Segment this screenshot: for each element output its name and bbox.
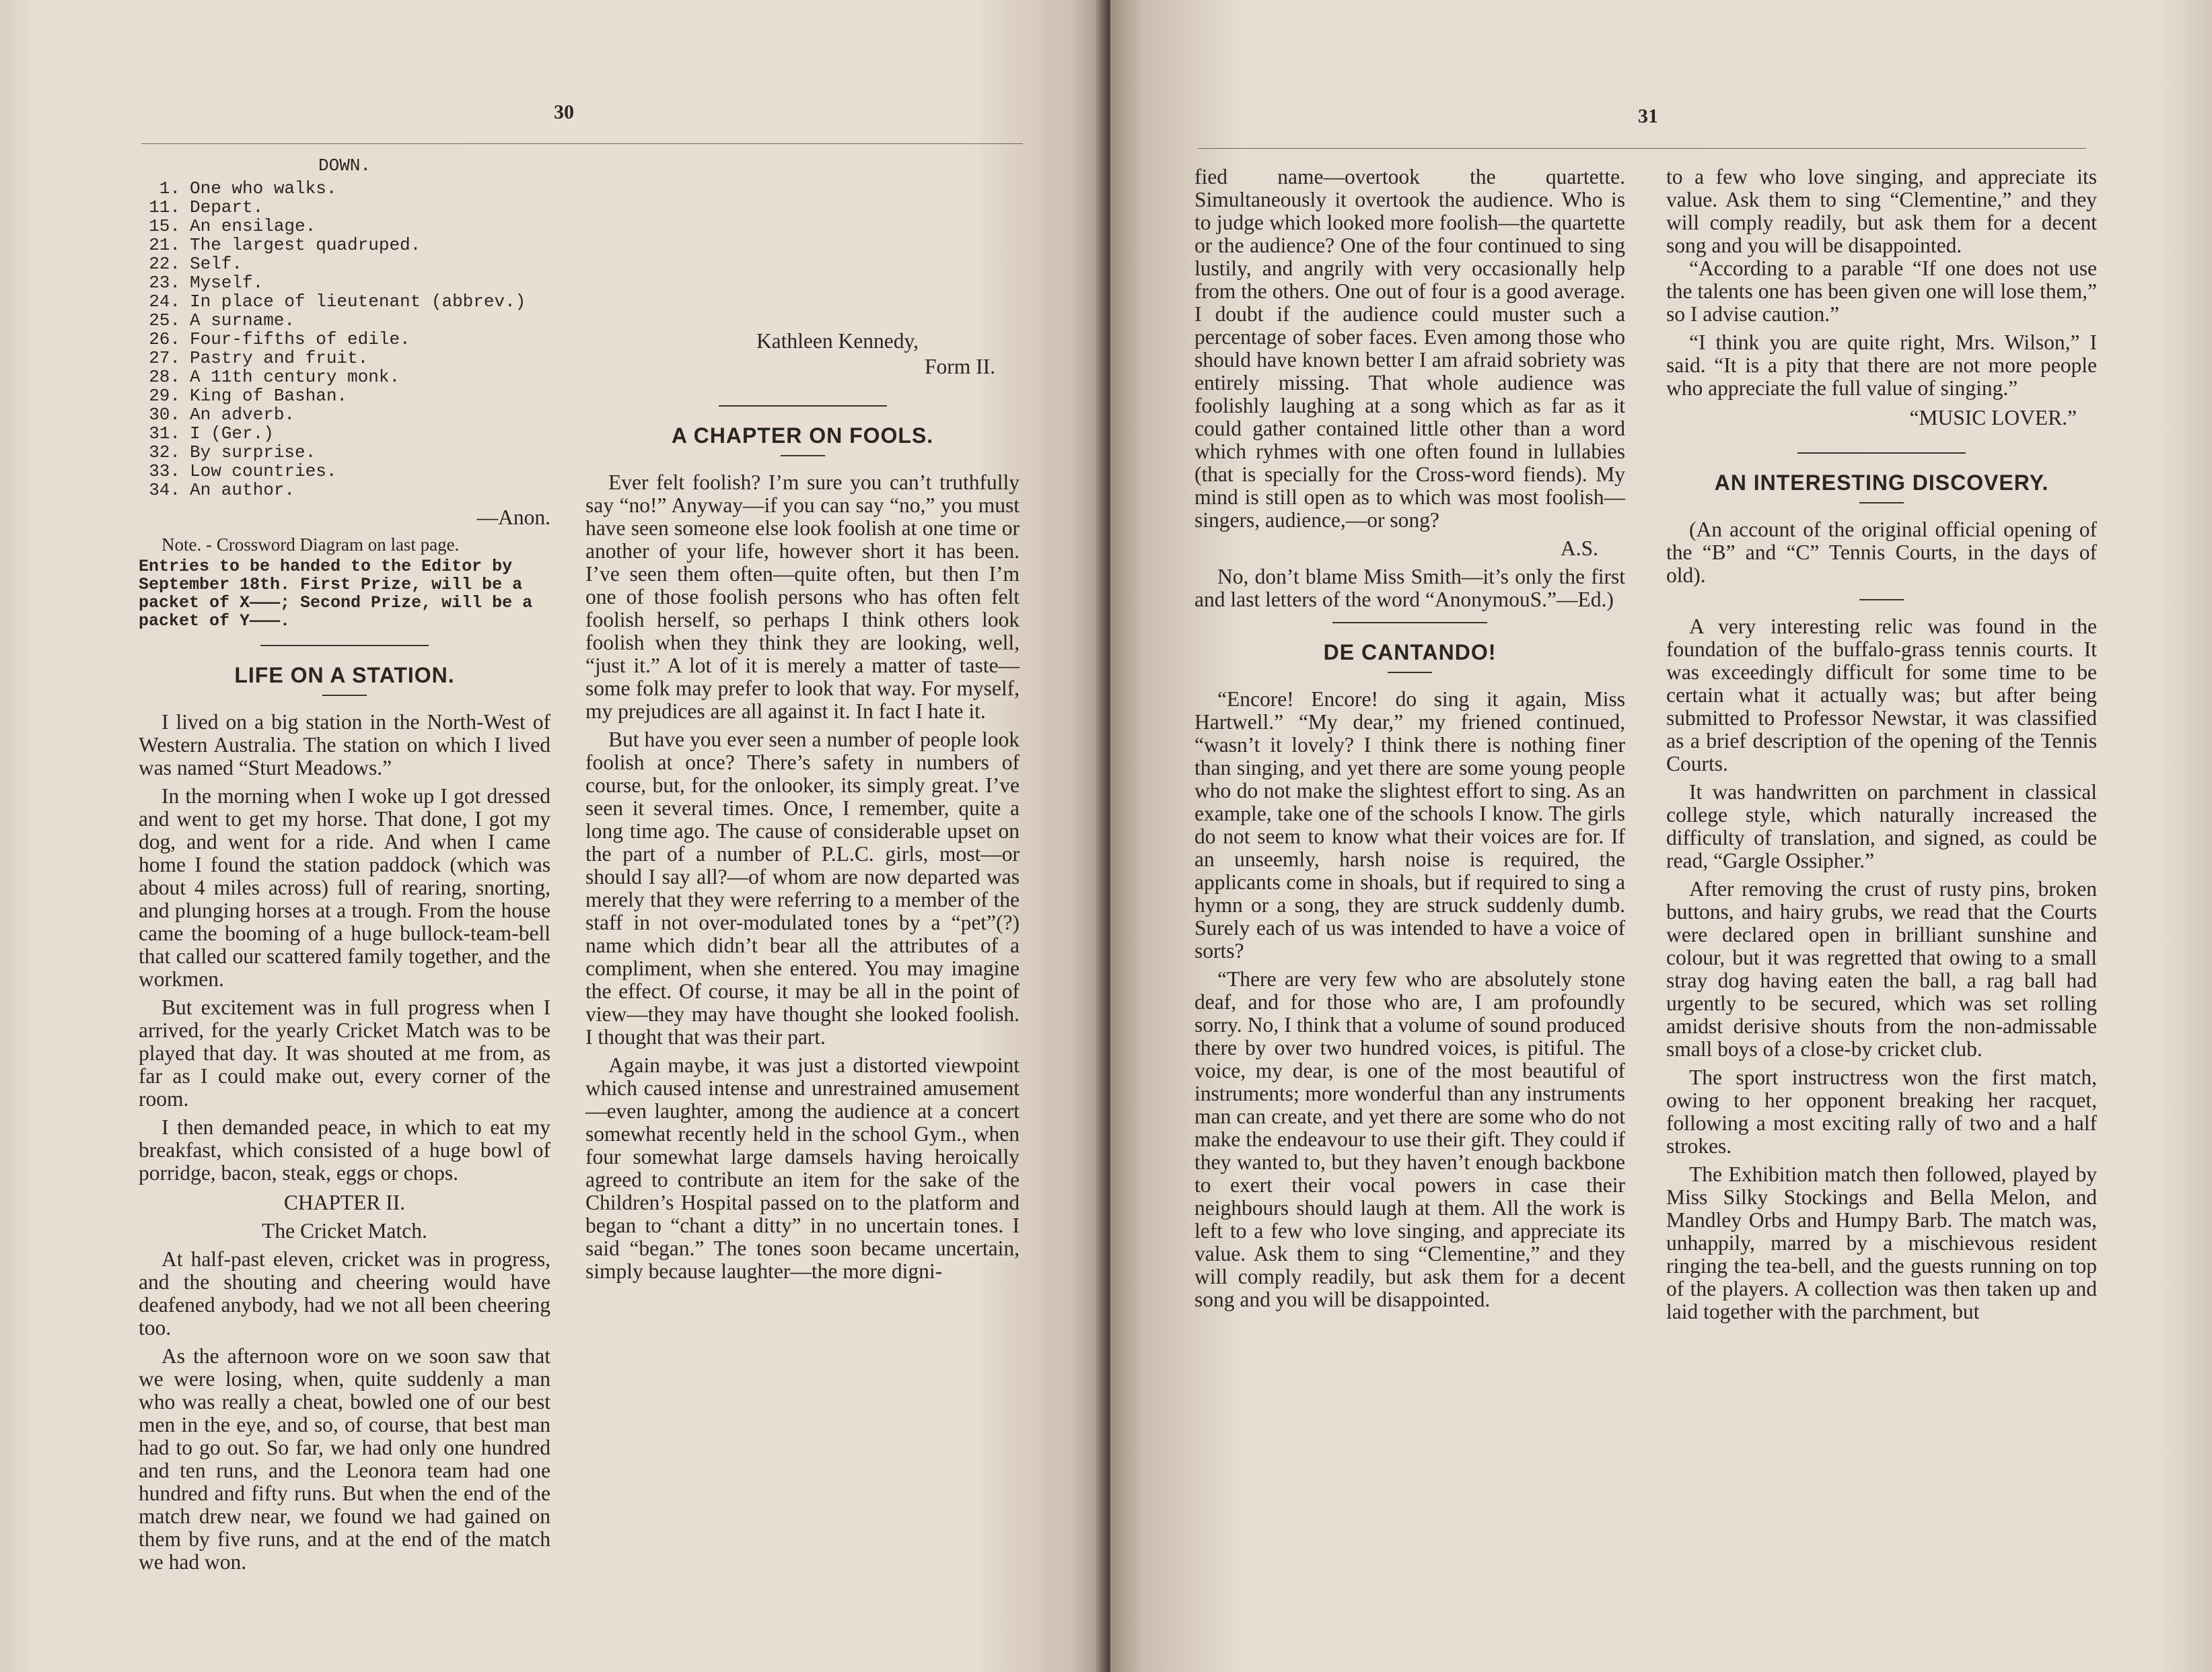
crossword-clue bbox=[139, 405, 550, 424]
crossword-heading: DOWN. bbox=[318, 155, 371, 176]
clue-text: Myself. bbox=[190, 273, 264, 293]
crossword-clue bbox=[139, 217, 550, 236]
paragraph: The sport instructress won the first match, owing to her opponent breaking her racquet, following a most exciting rally of two and a half strokes. bbox=[1666, 1066, 2097, 1158]
clue-number: 25. bbox=[149, 310, 180, 330]
clue-number: 26. bbox=[149, 329, 180, 349]
paragraph: Ever felt foolish? I’m sure you can’t truthfully say “no!” Anyway—if you can say “no,” you must have seen someone else look foolish at one time or another of your life, however short it has been. I’ve seen them often—quite often, but then I’m one of those foolish persons who has often felt foolish herself, so perhaps I think others look foolish when they think they are looking, well, “just it.” A lot of it is merely a matter of taste—some folk may prefer to look that way. For myself, my prejudices are all against it. In fact I hate it. bbox=[585, 471, 1020, 723]
crossword-clue bbox=[139, 179, 550, 198]
clue-number: 27. bbox=[149, 348, 180, 368]
paragraph: It was handwritten on parchment in classical college style, which naturally increased the difficulty of translation, and signed, as could be read, “Gargle Ossipher.” bbox=[1666, 780, 2097, 872]
crossword-clue bbox=[139, 236, 550, 254]
clue-text: I (Ger.) bbox=[190, 423, 274, 444]
clue-text: An ensilage. bbox=[190, 216, 316, 236]
title-underline bbox=[1388, 672, 1432, 673]
paragraph: “Encore! Encore! do sing it again, Miss Hartwell.” “My dear,” my friened continued, “wasn’t it lovely? I think there is nothing finer than singing, and yet there are some young people who do not make the slightest effort to sing. As an example, take one of the schools I know. The girls do not seem to know what their voices are for. If an unseemly, harsh noise is required, the applicants come in shoals, but if required to sing a hymn or a song, they are struck suddenly dumb. Surely each of us was intended to have a voice of sorts? bbox=[1194, 687, 1625, 963]
crossword-clue bbox=[139, 292, 550, 311]
editor-note: No, don’t blame Miss Smith—it’s only the first and last letters of the word “AnonymouS.”—Ed.) bbox=[1194, 565, 1625, 611]
music-lover-signature: “MUSIC LOVER.” bbox=[1909, 406, 2077, 429]
clue-number: 34. bbox=[149, 480, 180, 500]
clue-text: Depart. bbox=[190, 197, 264, 217]
de-cantando-title: DE CANTANDO! bbox=[1323, 640, 1497, 664]
clue-text: An adverb. bbox=[190, 405, 295, 425]
clue-text: A surname. bbox=[190, 310, 295, 330]
clue-number: 31. bbox=[149, 423, 180, 444]
crossword-clue bbox=[139, 273, 550, 292]
crossword-signature: —Anon. bbox=[476, 506, 550, 529]
left-page bbox=[0, 0, 1104, 1672]
chapter-subtitle: The Cricket Match. bbox=[262, 1219, 427, 1243]
crossword-clue bbox=[139, 481, 550, 499]
paragraph: “According to a parable “If one does not use the talents one has been given one will lose them,” so I advise caution.” bbox=[1666, 256, 2097, 326]
clue-number: 21. bbox=[149, 235, 180, 255]
author-form: Form II. bbox=[925, 355, 995, 378]
fools-title: A CHAPTER ON FOOLS. bbox=[671, 423, 934, 448]
paragraph: As the afternoon wore on we soon saw that we were losing, when, quite suddenly a man who was really a cheat, bowled one of our best men in the eye, and so, of course, that best man had to go out. So far, we had only one hundred and ten runs, and the Leonora team had one hundred and fifty runs. But when the end of the match drew near, we found we had gained on them by five runs, and at the end of the match we had won. bbox=[139, 1344, 550, 1574]
discovery-title: AN INTERESTING DISCOVERY. bbox=[1714, 471, 2049, 495]
crossword-clue bbox=[139, 462, 550, 481]
paragraph: A very interesting relic was found in the foundation of the buffalo-grass tennis courts. It was exceedingly difficult for some time to be certain what it actually was; but after being submitted to Professor Newstar, it was classified as a brief description of the opening of the Tennis Courts. bbox=[1666, 615, 2097, 775]
clue-text: The largest quadruped. bbox=[190, 235, 421, 255]
life-on-station-title: LIFE ON A STATION. bbox=[234, 663, 455, 687]
paragraph: The Exhibition match then followed, played by Miss Silky Stockings and Bella Melon, and Mandley Orbs and Humpy Barb. The match was, unhappily, marred by a mischievous resident ringing the tea-bell, and the guests running on top of the players. A collection was then taken up and laid together with the parchment, but bbox=[1666, 1162, 2097, 1323]
crossword-clue bbox=[139, 443, 550, 462]
paragraph: Again maybe, it was just a distorted viewpoint which caused intense and unrestrained amusement—even laughter, among the audience at a concert somewhat recently held in the school Gym., when four somewhat large damsels having heroically agreed to contribute an item for the sake of the Children’s Hospital passed on to the platform and began to “chant a ditty” in no uncertain tones. I said “began.” The tones soon became uncertain, simply because laughter—the more digni- bbox=[585, 1053, 1020, 1283]
clue-text: In place of lieutenant (abbrev.) bbox=[190, 291, 526, 312]
page-number: 31 bbox=[1638, 105, 1658, 127]
crossword-clue bbox=[139, 254, 550, 273]
title-underline bbox=[1859, 502, 1904, 503]
author-name: Kathleen Kennedy, bbox=[756, 329, 919, 353]
right-page bbox=[1110, 0, 2212, 1672]
clue-number: 30. bbox=[149, 405, 180, 425]
clue-text: King of Bashan. bbox=[190, 386, 348, 406]
section-divider bbox=[719, 405, 887, 407]
clue-number: 23. bbox=[149, 273, 180, 293]
paragraph: fied name—overtook the quartette. Simultaneously it overtook the audience. Who is to judge which looked more foolish—the quartette or the audience? One of the four continued to sing lustily, and angrily with very occasionally help from the others. One out of four is a good average. I doubt if the audience could muster such a percentage of sober faces. Even among those who should have known better I am afraid sobriety was entirely missing. That whole audience was foolishly laughing at a song which as far as it could gather contained little other than a word which ryhmes with one often found in lullabies (that is specially for the Cross-word fiends). My mind is still open as to which was most foolish—singers, audience,—or song? bbox=[1194, 165, 1625, 532]
cricket-continued bbox=[585, 159, 1020, 318]
paragraph: I then demanded peace, in which to eat my breakfast, which consisted of a huge bowl of porridge, bacon, steak, eggs or chops. bbox=[139, 1115, 550, 1185]
clue-number: 33. bbox=[149, 461, 180, 481]
crossword-clue bbox=[139, 386, 550, 405]
section-divider bbox=[260, 645, 429, 646]
fools-signature: A.S. bbox=[1560, 536, 1598, 560]
header-rule bbox=[1198, 148, 2086, 149]
chapter-title: CHAPTER II. bbox=[283, 1191, 406, 1214]
paragraph: But excitement was in full progress when I arrived, for the yearly Cricket Match was to be played that day. It was shouted at me from, as far as I could make out, every corner of the room. bbox=[139, 996, 550, 1111]
paragraph: “There are very few who are absolutely stone deaf, and for those who are, I am profoundly sorry. No, I think that a volume of sound produced there by over two hundred voices, is pitiful. The voice, my dear, is one of the most beautiful of instruments; more wonderful than any instruments man can create, and yet there are some who do not make the endeavour to use their gift. They could if they wanted to, but they haven’t enough backbone to exert their vocal powers in case their neighbours should laugh at them. All the work is left to a few who love singing, and appreciate its value. Ask them to sing “Clementine,” and they will comply readily, but ask them for a decent song and you will be disappointed. bbox=[1194, 967, 1625, 1311]
title-underline bbox=[781, 455, 825, 456]
crossword-clue bbox=[139, 424, 550, 443]
intro-divider bbox=[1859, 599, 1904, 600]
left-column-2 bbox=[585, 159, 1020, 1283]
right-column-1 bbox=[1194, 166, 1625, 1311]
paragraph: At half-past eleven, cricket was in progress, and the shouting and cheering would have deafened anybody, had we not all been cheering too. bbox=[139, 1247, 550, 1339]
paragraph: In the morning when I woke up I got dressed and went to get my horse. That done, I got my dog, and went for a ride. And when I came home I found the station paddock (which was about 4 miles across) full of rearing, snorting, and plunging horses at a trough. From the house came the booming of a huge bullock-team-bell that called our scattered family together, and the workmen. bbox=[139, 784, 550, 991]
clue-number: 29. bbox=[149, 386, 180, 406]
clue-list bbox=[139, 179, 550, 499]
section-divider bbox=[1797, 452, 1966, 454]
paragraph: After removing the crust of rusty pins, broken buttons, and hairy grubs, we read that the Courts were declared open in brilliant sunshine and colour, but it was regretted that owing to a small stray dog having eaten the ball, a rag ball had urgently to be secured, which was set rolling amidst derisive shouts from the non-admissable small boys of a close-by cricket club. bbox=[1666, 877, 2097, 1061]
paragraph-continued: to a few who love singing, and appreciate its value. Ask them to sing “Clementine,” and they will comply readily, but ask them for a decent song and you will be disappointed. bbox=[1666, 165, 2097, 257]
crossword-clue bbox=[139, 198, 550, 217]
crossword-clue bbox=[139, 349, 550, 368]
clue-number: 32. bbox=[149, 442, 180, 462]
right-column-2 bbox=[1666, 166, 2097, 1323]
clue-number: 24. bbox=[149, 291, 180, 312]
crossword-clue bbox=[139, 368, 550, 386]
title-underline bbox=[322, 695, 367, 696]
header-rule bbox=[141, 143, 1023, 144]
crossword-clues bbox=[139, 156, 550, 630]
clue-number: 1. bbox=[159, 178, 180, 199]
entries-notice: Entries to be handed to the Editor by September 18th. First Prize, will be a packet of X———; Second Prize, will be a packet of Y———. bbox=[139, 557, 533, 631]
clue-text: Pastry and fruit. bbox=[190, 348, 369, 368]
paragraph: But have you ever seen a number of people look foolish at once? There’s safety in numbers of course, but, for the onlooker, its simply great. I’ve seen it several times. Once, I remember, quite a long time ago. The cause of considerable upset on the part of a number of P.L.C. girls, most—or should I say all?—of whom are now departed was merely that they were referring to a member of the staff in not over-modulated tones by a “pet”(?) name which didn’t bear all the attributes of a compliment, when she entered. You may imagine the effect. Of course, it may be all in the point of view—they may have thought she looked foolish. I thought that was their part. bbox=[585, 728, 1020, 1049]
left-column-1 bbox=[139, 156, 550, 1574]
clue-text: Low countries. bbox=[190, 461, 337, 481]
clue-number: 15. bbox=[149, 216, 180, 236]
clue-number: 22. bbox=[149, 254, 180, 274]
clue-number: 28. bbox=[149, 367, 180, 387]
crossword-clue bbox=[139, 311, 550, 330]
paragraph: “I think you are quite right, Mrs. Wilson,” I said. “It is a pity that there are not more people who appreciate the full value of singing.” bbox=[1666, 330, 2097, 400]
clue-text: A 11th century monk. bbox=[190, 367, 400, 387]
clue-text: An author. bbox=[190, 480, 295, 500]
clue-number: 11. bbox=[149, 197, 180, 217]
clue-text: Self. bbox=[190, 254, 243, 274]
discovery-intro: (An account of the original official opening of the “B” and “C” Tennis Courts, in the days of old). bbox=[1666, 518, 2097, 587]
crossword-note: Note. - Crossword Diagram on last page. bbox=[162, 534, 460, 555]
clue-text: By surprise. bbox=[190, 442, 316, 462]
clue-text: Four-fifths of edile. bbox=[190, 329, 411, 349]
section-divider bbox=[1332, 622, 1487, 623]
crossword-clue bbox=[139, 330, 550, 349]
clue-text: One who walks. bbox=[190, 178, 337, 199]
paragraph: I lived on a big station in the North-West of Western Australia. The station on which I lived was named “Sturt Meadows.” bbox=[139, 710, 550, 779]
page-number: 30 bbox=[554, 101, 574, 123]
